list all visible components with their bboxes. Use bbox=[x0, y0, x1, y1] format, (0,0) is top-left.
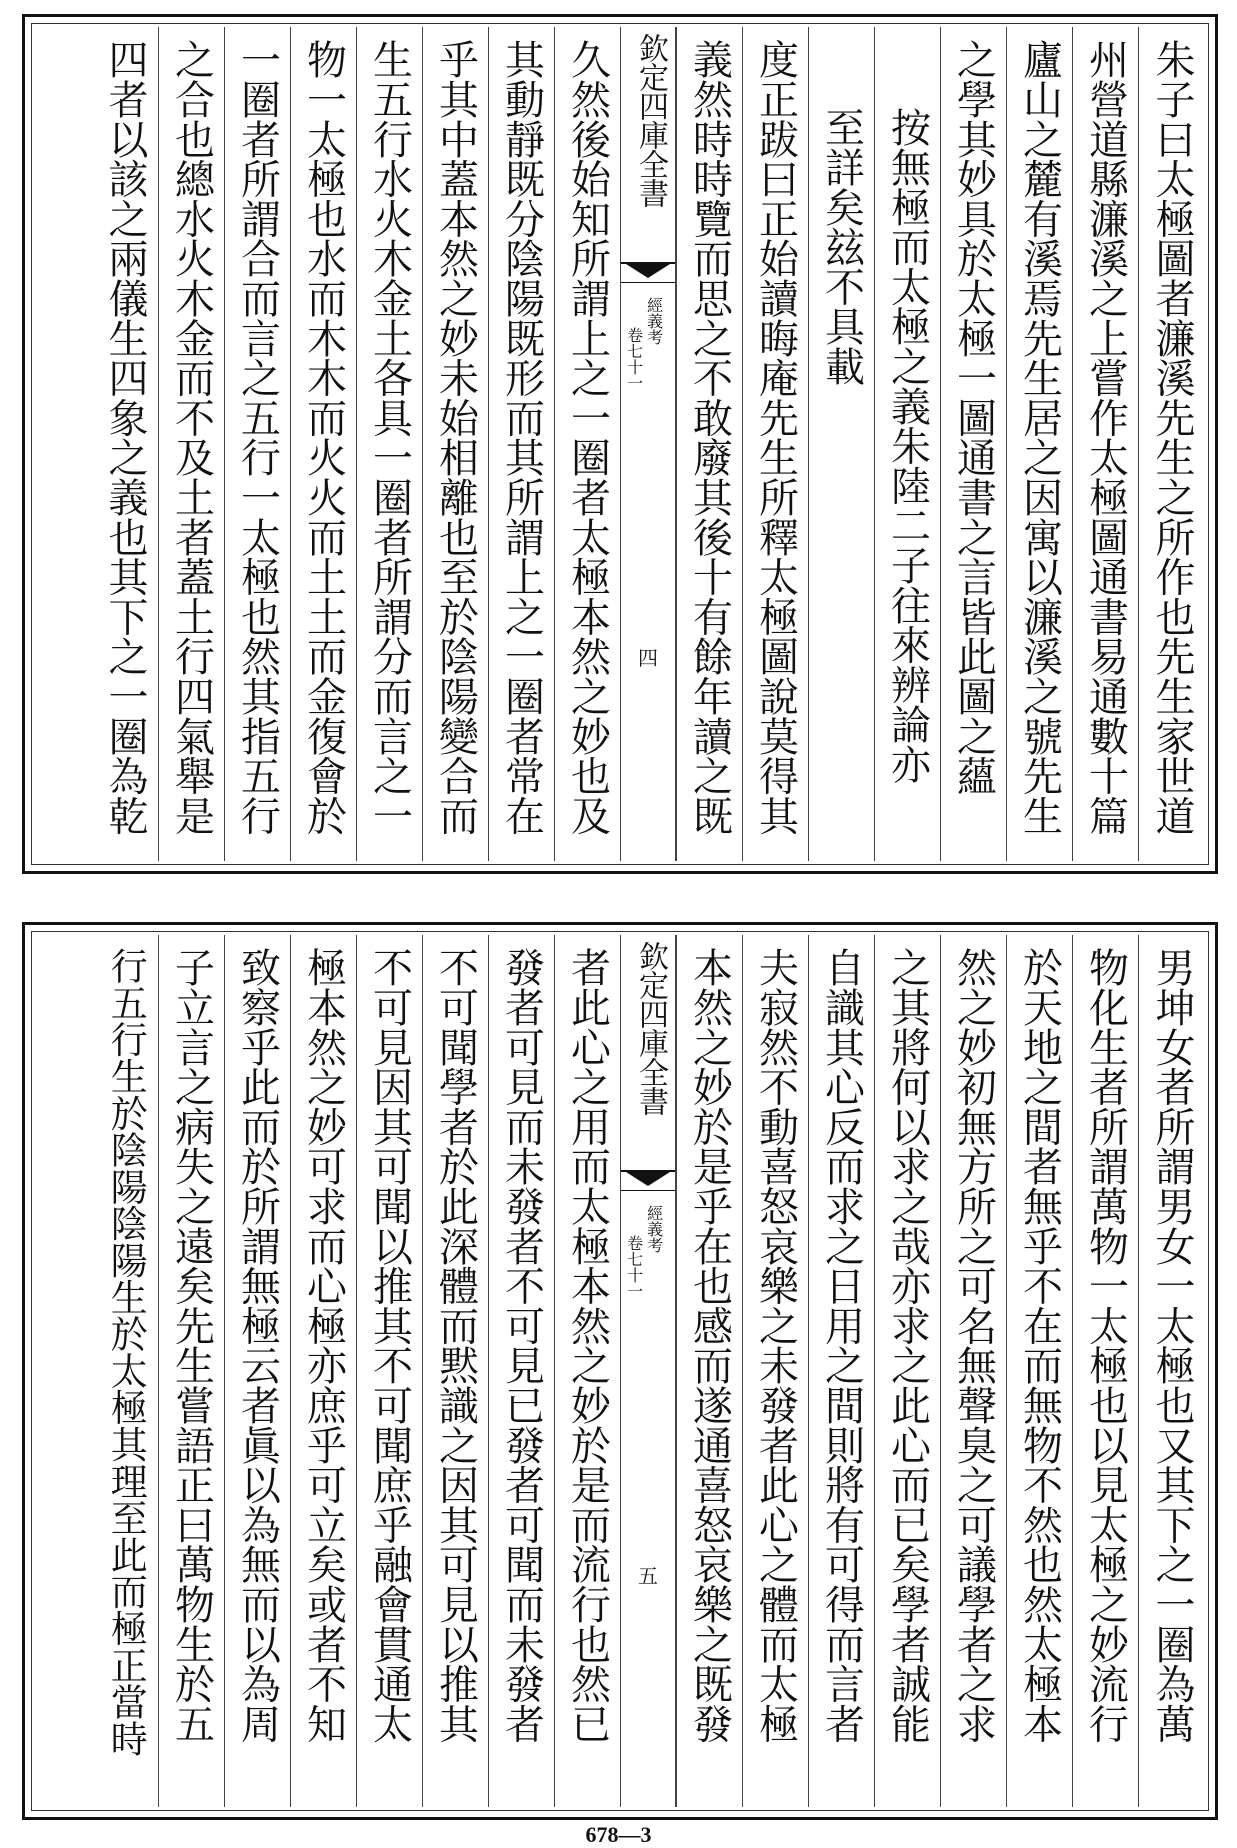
text-column-note bbox=[874, 27, 940, 861]
text-column bbox=[1138, 935, 1205, 1807]
text-column bbox=[554, 27, 620, 861]
column-text: 其動靜既分陰陽既形而其所謂上之一圈者常在 bbox=[498, 39, 545, 836]
text-column bbox=[1072, 935, 1138, 1807]
column-text: 男坤女者所謂男女一太極也又其下之一圈為萬 bbox=[1149, 947, 1195, 1744]
banner-page-number: 四 bbox=[638, 646, 658, 670]
column-text: 物一太極也水而木木而火火而土土而金復會於 bbox=[300, 39, 347, 836]
column-text: 一圈者所謂合而言之五行一太極也然其指五行 bbox=[234, 39, 281, 836]
column-text: 乎其中蓋本然之妙未始相離也至於陰陽變合而 bbox=[432, 39, 479, 836]
text-column bbox=[356, 935, 422, 1807]
column-text: 夫寂然不動喜怒哀樂之未發者此心之體而太極 bbox=[752, 947, 799, 1744]
column-text: 極本然之妙可求而心極亦庶乎可立矣或者不知 bbox=[300, 947, 347, 1744]
banner-volume: 卷七十一 bbox=[624, 1235, 644, 1299]
text-column bbox=[158, 27, 224, 861]
banner-book: 經義考 bbox=[644, 297, 664, 345]
column-text: 發者可見而未發者不可見已發者可聞而未發者 bbox=[498, 947, 545, 1744]
text-column bbox=[1138, 27, 1205, 861]
column-text: 本然之妙於是乎在也感而遂通喜怒哀樂之既發 bbox=[686, 947, 733, 1744]
page-bottom bbox=[22, 922, 1218, 1820]
text-column bbox=[158, 935, 224, 1807]
banner-title: 欽定四庫全書 bbox=[633, 941, 668, 1115]
text-column bbox=[92, 27, 158, 861]
text-column bbox=[1072, 27, 1138, 861]
column-text: 四者以該之兩儀生四象之義也其下之一圈為乾 bbox=[102, 39, 148, 836]
column-text: 致察乎此而於所謂無極云者眞以為無而以為周 bbox=[234, 947, 281, 1744]
text-column bbox=[1006, 935, 1072, 1807]
column-text: 物化生者所謂萬物一太極也以見太極之妙流行 bbox=[1082, 947, 1129, 1744]
text-column bbox=[554, 935, 620, 1807]
column-text: 子立言之病失之遠矣先生嘗語正曰萬物生於五 bbox=[168, 947, 215, 1744]
banner-title: 欽定四庫全書 bbox=[633, 33, 668, 207]
text-column bbox=[808, 935, 874, 1807]
column-text: 之學其妙具於太極一圖通書之言皆此圖之蘊 bbox=[950, 39, 997, 796]
text-column bbox=[742, 935, 808, 1807]
text-column bbox=[676, 935, 742, 1807]
center-banner bbox=[620, 27, 676, 861]
column-text: 之合也總水火木金而不及土者蓋土行四氣舉是 bbox=[168, 39, 215, 836]
text-column bbox=[742, 27, 808, 861]
text-column bbox=[1006, 27, 1072, 861]
text-column bbox=[940, 27, 1006, 861]
center-banner bbox=[620, 935, 676, 1807]
text-column bbox=[488, 935, 554, 1807]
text-column bbox=[940, 935, 1006, 1807]
text-column bbox=[488, 27, 554, 861]
page-footer-number: 678—3 bbox=[585, 1822, 652, 1847]
text-column bbox=[356, 27, 422, 861]
banner-book: 經義考 bbox=[644, 1205, 664, 1253]
text-column bbox=[290, 27, 356, 861]
column-text: 於天地之間者無乎不在而無物不然也然太極本 bbox=[1016, 947, 1063, 1744]
column-text: 度正跋曰正始讀晦庵先生所釋太極圖說莫得其 bbox=[752, 39, 799, 836]
column-text: 生五行水火木金土各具一圈者所謂分而言之一 bbox=[366, 39, 413, 836]
fish-tail-ornament bbox=[621, 262, 675, 283]
page-top bbox=[22, 14, 1218, 874]
column-text: 廬山之麓有溪焉先生居之因寓以濂溪之號先生 bbox=[1016, 39, 1063, 836]
text-column bbox=[874, 935, 940, 1807]
column-text: 不可見因其可聞以推其不可聞庶乎融會貫通太 bbox=[366, 947, 413, 1744]
text-column bbox=[422, 935, 488, 1807]
column-text: 義然時時覽而思之不敢廢其後十有餘年讀之既 bbox=[686, 39, 733, 836]
column-text: 之其將何以求之哉亦求之此心而已矣學者誠能 bbox=[884, 947, 931, 1744]
column-text: 按無極而太極之義朱陸二子往來辨論亦 bbox=[884, 107, 931, 784]
column-text: 者此心之用而太極本然之妙於是而流行也然已 bbox=[564, 947, 611, 1744]
text-columns bbox=[35, 935, 1205, 1807]
column-text: 自識其心反而求之日用之間則將有可得而言者 bbox=[818, 947, 865, 1744]
text-column-note bbox=[808, 27, 874, 861]
banner-volume: 卷七十一 bbox=[624, 327, 644, 391]
column-text: 不可聞學者於此深體而黙識之因其可見以推其 bbox=[432, 947, 479, 1744]
text-column bbox=[224, 935, 290, 1807]
column-text: 朱子曰太極圖者濂溪先生之所作也先生家世道 bbox=[1149, 39, 1195, 836]
fish-tail-ornament bbox=[621, 1170, 675, 1191]
text-column bbox=[676, 27, 742, 861]
column-text: 州營道縣濂溪之上嘗作太極圖通書易通數十篇 bbox=[1082, 39, 1129, 836]
banner-page-number: 五 bbox=[638, 1564, 658, 1588]
column-text: 行五行生於陰陽陰陽生於太極其理至此而極正當時 bbox=[104, 947, 148, 1757]
text-columns bbox=[35, 27, 1205, 861]
column-text: 然之妙初無方所之可名無聲臭之可議學者之求 bbox=[950, 947, 997, 1744]
column-text: 久然後始知所謂上之一圈者太極本然之妙也及 bbox=[564, 39, 611, 836]
text-column bbox=[92, 935, 158, 1807]
text-column bbox=[422, 27, 488, 861]
text-column bbox=[224, 27, 290, 861]
text-column bbox=[290, 935, 356, 1807]
column-text: 至詳矣玆不具載 bbox=[818, 107, 865, 386]
